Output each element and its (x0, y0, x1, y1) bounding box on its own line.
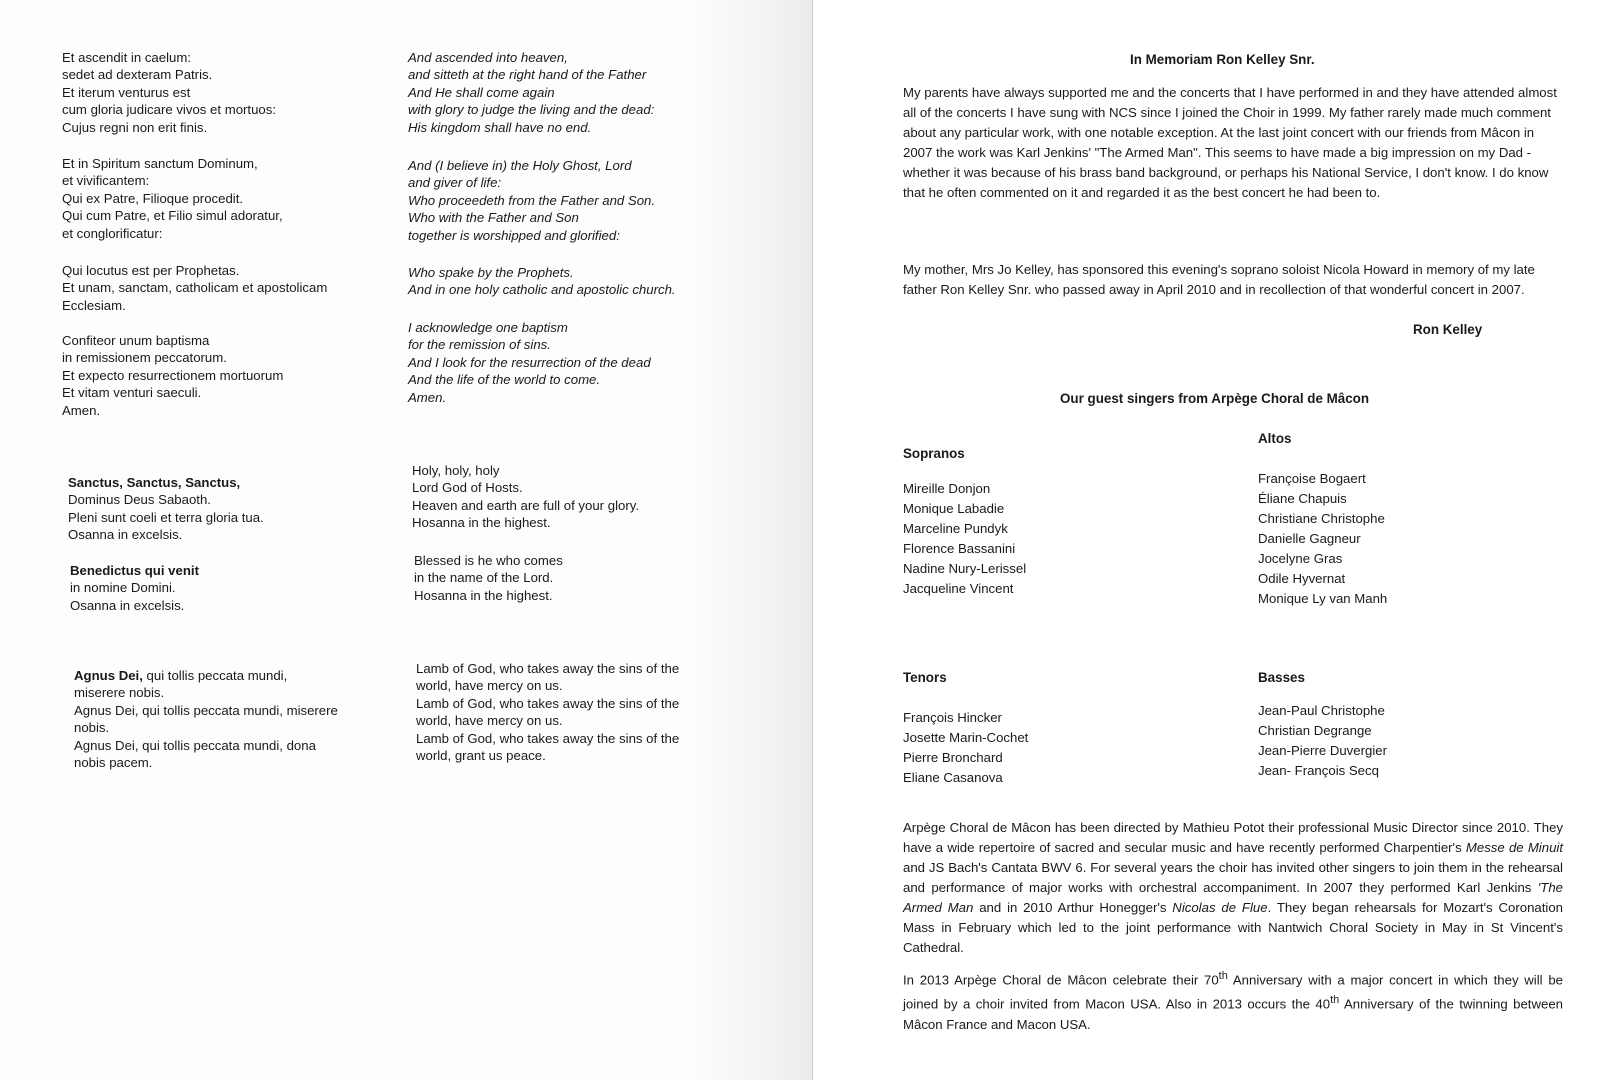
text-line: Amen. (62, 402, 101, 418)
text-run: In 2013 Arpège Choral de Mâcon celebrate their 70 (903, 972, 1219, 988)
text-line: world, have mercy on us. (416, 678, 563, 694)
singer-name: Danielle Gagneur (1258, 531, 1361, 546)
text-line: Ecclesiam. (62, 297, 126, 313)
text-line: Holy, holy, holy (412, 463, 500, 478)
text-line: world, have mercy on us. (416, 713, 563, 729)
ordinal-suffix: th (1330, 994, 1340, 1007)
singer-name: Marceline Pundyk (903, 521, 1008, 536)
text-run: Arpège Choral de Mâcon has been directed by Mathieu Potot their professional Music Director since 2010. They have a wide repertoire of sacred and secular music and have recently performed Charpentier's (903, 820, 1563, 855)
tenors-list (903, 708, 1028, 788)
section-heading: Benedictus qui venit (70, 563, 199, 578)
section-heading: Agnus Dei, qui tollis peccata mundi, (74, 668, 288, 683)
text-line: And I look for the resurrection of the dead (408, 354, 651, 370)
text-line: Amen. (408, 389, 447, 405)
singer-name: Pierre Bronchard (903, 750, 1003, 765)
text-line: Lamb of God, who takes away the sins of the (416, 730, 680, 746)
text-line: Hosanna in the highest. (414, 587, 553, 603)
text-line: Cujus regni non erit finis. (62, 119, 208, 135)
sanctus-english (412, 462, 639, 532)
section-heading: Sanctus, Sanctus, Sanctus, (68, 475, 241, 490)
text-run: . They began rehearsals for Mozart's Coronation Mass in February which led to the joint performance with Nantwich Choral Society in May in St Vincent's Cathedral. (903, 900, 1563, 955)
memoriam-paragraph: My mother, Mrs Jo Kelley, has sponsored this evening's soprano soloist Nicola Howard in memory of my late father Ron Kelley Snr. who passed away in April 2010 and in recollection of that wonderful concert in 2007. (903, 262, 1535, 297)
singer-name: Christian Degrange (1258, 723, 1372, 738)
text-line: Agnus Dei, qui tollis peccata mundi, dona (74, 737, 316, 753)
text-line: Et ascendit in caelum: (62, 50, 192, 65)
singer-name: Jean-Paul Christophe (1258, 703, 1385, 718)
singer-name: Eliane Casanova (903, 770, 1003, 785)
text-line: Lamb of God, who takes away the sins of the (416, 661, 680, 676)
text-line: with glory to judge the living and the dead: (408, 102, 655, 118)
benedictus-english (414, 552, 563, 604)
text-run: Anniversary of the twinning between Mâcon France and Macon USA. (903, 996, 1563, 1032)
text-line: and giver of life: (408, 175, 502, 191)
latin-stanza (62, 262, 327, 314)
text-line: I acknowledge one baptism (408, 320, 568, 335)
text-line: Who with the Father and Son (408, 210, 579, 226)
singer-name: Monique Labadie (903, 501, 1005, 516)
latin-stanza (62, 155, 283, 242)
singer-name: Nadine Nury-Lerissel (903, 561, 1027, 576)
text-line: nobis. (74, 720, 110, 736)
singer-name: Florence Bassanini (903, 541, 1016, 556)
text-line: Qui locutus est per Prophetas. (62, 263, 240, 278)
page-fold (812, 0, 813, 1080)
text-line: in remissionem peccatorum. (62, 350, 227, 366)
text-line: in nomine Domini. (70, 580, 176, 596)
singer-name: Françoise Bogaert (1258, 471, 1366, 486)
singer-name: Éliane Chapuis (1258, 491, 1347, 506)
text-line: Osanna in excelsis. (68, 527, 183, 543)
english-stanza (408, 157, 655, 244)
text-line: Blessed is he who comes (414, 553, 563, 568)
english-stanza (408, 49, 654, 136)
text-line: Confiteor unum baptisma (62, 333, 210, 348)
text-line: And in one holy catholic and apostolic church. (408, 282, 676, 298)
text-line: Pleni sunt coeli et terra gloria tua. (68, 509, 264, 525)
text-line: cum gloria judicare vivos et mortuos: (62, 102, 277, 118)
basses-list (1258, 701, 1387, 781)
memoriam-title: In Memoriam Ron Kelley Snr. (1130, 52, 1315, 67)
text-line: Hosanna in the highest. (412, 515, 551, 531)
text-line: for the remission of sins. (408, 337, 551, 353)
text-line: Et expecto resurrectionem mortuorum (62, 367, 284, 383)
text-run: Anniversary with a major concert in which they will be joined by a choir invited from Macon USA. Also in 2013 occurs the 40 (903, 972, 1563, 1012)
work-title: Messe de Minuit (1465, 840, 1564, 855)
text-line: Agnus Dei, qui tollis peccata mundi, miserere (74, 702, 338, 718)
about-paragraph (903, 818, 1563, 958)
text-line: Et unam, sanctam, catholicam et apostolicam (62, 280, 328, 296)
altos-list (1258, 469, 1387, 609)
text-line: in the name of the Lord. (414, 570, 554, 586)
text-line: His kingdom shall have no end. (408, 119, 592, 135)
text-run: and JS Bach's Cantata BWV 6. For several years the choir has invited other singers to join them in the rehearsal and performance of major works with orchestral accompaniment. In 2007 they performed Karl Jenkins (903, 860, 1563, 895)
sopranos-heading: Sopranos (903, 446, 965, 461)
text-line: And He shall come again (408, 84, 555, 100)
text-line: Et in Spiritum sanctum Dominum, (62, 156, 258, 171)
singer-name: Odile Hyvernat (1258, 571, 1346, 586)
english-stanza (408, 264, 676, 299)
text-line: Et vitam venturi saeculi. (62, 385, 202, 401)
singer-name: Jocelyne Gras (1258, 551, 1343, 566)
singer-name: Christiane Christophe (1258, 511, 1385, 526)
benedictus-latin (70, 562, 199, 614)
latin-stanza (62, 332, 283, 419)
sanctus-latin (68, 474, 264, 544)
agnus-latin (74, 667, 338, 771)
text-run: and in 2010 Arthur Honegger's (973, 900, 1173, 915)
agnus-english (416, 660, 679, 764)
text-line: Who spake by the Prophets. (408, 265, 574, 280)
text-line: together is worshipped and glorified: (408, 227, 620, 243)
memoriam-paragraph: My parents have always supported me and the concerts that I have performed in and they have attended almost all of the concerts I have sung with NCS since I joined the Choir in 1999. My father rarely made much comment about any particular work, with one notable exception. At the last joint concert with our friends from Mâcon in 2007 the work was Karl Jenkins' "The Armed Man". This seems to have made a big impression on my Dad - whether it was because of his brass band background, or perhaps his National Service, I don't know. I do know that he often commented on it and regarded it as the best concert he had been to. (903, 85, 1557, 200)
text-line: Lord God of Hosts. (412, 480, 523, 496)
ordinal-suffix: th (1218, 970, 1228, 982)
text-line: And the life of the world to come. (408, 372, 601, 388)
latin-stanza (62, 49, 276, 136)
guests-title: Our guest singers from Arpège Choral de Mâcon (1060, 391, 1370, 406)
text-line: And ascended into heaven, (408, 50, 568, 65)
work-title: Nicolas de Flue (1172, 900, 1268, 915)
tenors-heading: Tenors (903, 670, 947, 685)
text-line: Qui cum Patre, et Filio simul adoratur, (62, 208, 283, 224)
text-line: et vivificantem: (62, 173, 150, 189)
singer-name: Josette Marin-Cochet (903, 730, 1029, 745)
text-line: Osanna in excelsis. (70, 597, 185, 613)
text-line: nobis pacem. (74, 755, 153, 771)
english-stanza (408, 319, 651, 406)
text-line: miserere nobis. (74, 685, 165, 701)
singer-name: Jean-Pierre Duvergier (1258, 743, 1387, 758)
page-gutter-shadow (690, 0, 812, 1080)
text-line: And (I believe in) the Holy Ghost, Lord (408, 158, 632, 173)
singer-name: Jean- François Secq (1258, 763, 1379, 778)
text-line: Et iterum venturus est (62, 84, 191, 100)
work-title: 'The Armed Man (903, 880, 1563, 915)
sopranos-list (903, 479, 1026, 599)
text-line: world, grant us peace. (416, 748, 546, 764)
singer-name: Mireille Donjon (903, 481, 991, 496)
altos-heading: Altos (1258, 431, 1292, 446)
text-line: Dominus Deus Sabaoth. (68, 492, 211, 508)
singer-name: Monique Ly van Manh (1258, 591, 1388, 606)
singer-name: Jacqueline Vincent (903, 581, 1014, 596)
memoriam-signature: Ron Kelley (1413, 322, 1483, 337)
basses-heading: Basses (1258, 670, 1305, 685)
singer-name: François Hincker (903, 710, 1002, 725)
text-line: Qui ex Patre, Filioque procedit. (62, 190, 244, 206)
text-line: Heaven and earth are full of your glory. (412, 497, 640, 513)
text-line: Lamb of God, who takes away the sins of the (416, 695, 680, 711)
text-line: and sitteth at the right hand of the Father (408, 67, 647, 83)
text-line: et conglorificatur: (62, 225, 163, 241)
anniversary-paragraph (903, 966, 1563, 1035)
text-line: sedet ad dexteram Patris. (62, 67, 213, 83)
text-line: Who proceedeth from the Father and Son. (408, 192, 656, 208)
